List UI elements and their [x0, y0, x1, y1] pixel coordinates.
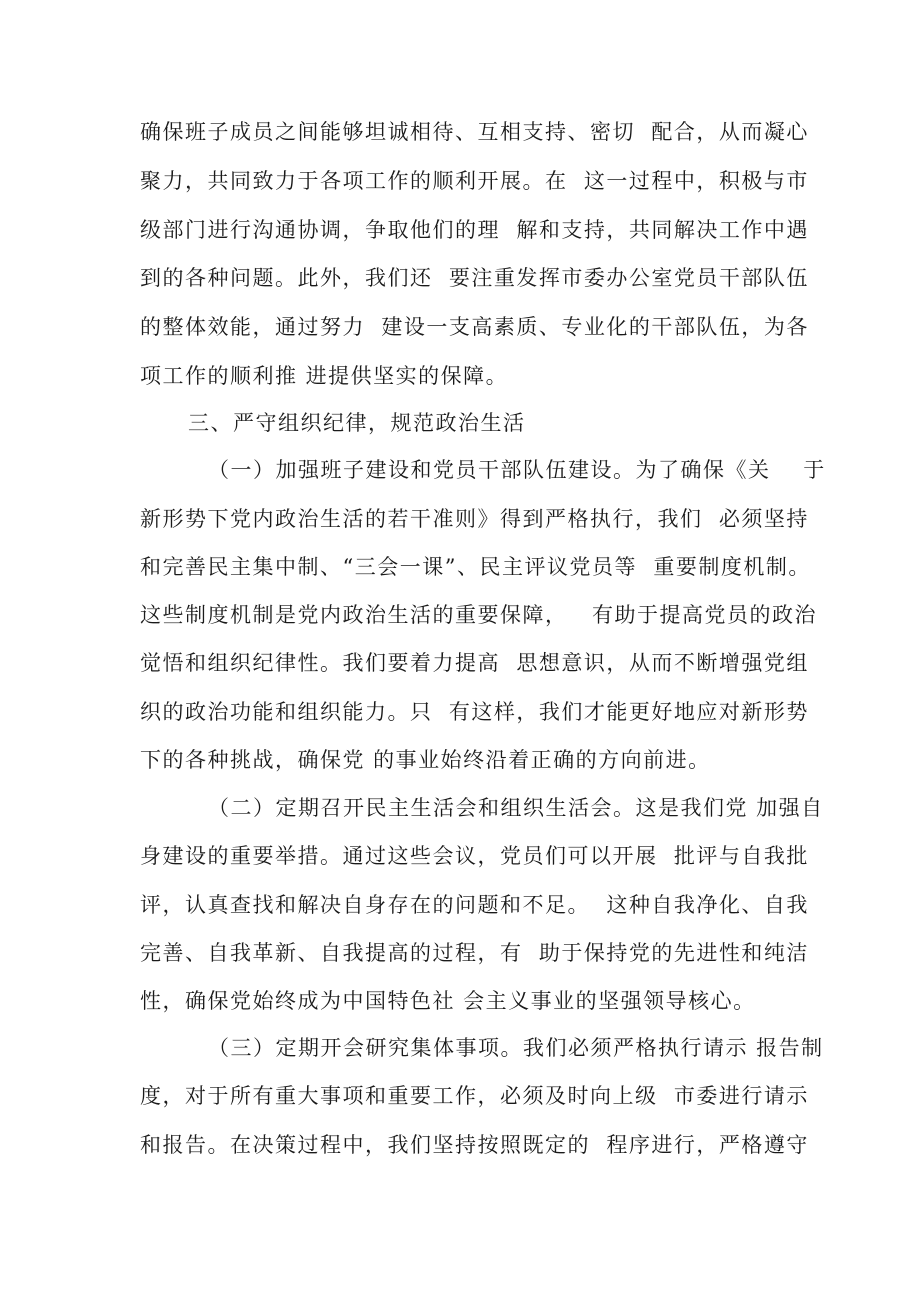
paragraph-line: 聚力，共同致力于各项工作的顺利开展。在 这一过程中，积极与市	[140, 169, 809, 193]
paragraph-line: 和报告。在决策过程中，我们坚持按照既定的 程序进行，严格遵守	[140, 1133, 809, 1157]
paragraph-line: 新形势下党内政治生活的若干准则》得到严格执行，我们 必须坚持	[140, 507, 809, 531]
paragraph-line: 这些制度机制是党内政治生活的重要保障， 有助于提高党员的政治	[140, 603, 818, 627]
paragraph-line: （二）定期召开民主生活会和组织生活会。这是我们党 加强自	[208, 796, 824, 820]
paragraph-line: 性，确保党始终成为中国特色社 会主义事业的坚强领导核心。	[140, 989, 756, 1013]
paragraph-line: 下的各种挑战，确保党 的事业始终沿着正确的方向前进。	[140, 748, 711, 772]
section-heading: 三、严守组织纪律，规范政治生活	[188, 411, 526, 435]
paragraph-line: 度，对于所有重大事项和重要工作，必须及时向上级 市委进行请示	[140, 1084, 809, 1108]
paragraph-line: 到的各种问题。此外，我们还 要注重发挥市委办公室党员干部队伍	[140, 266, 809, 290]
paragraph-line: 身建设的重要举措。通过这些会议，党员们可以开展 批评与自我批	[140, 844, 809, 868]
paragraph-line: 织的政治功能和组织能力。只 有这样，我们才能更好地应对新形势	[140, 700, 809, 724]
paragraph-line: （三）定期开会研究集体事项。我们必须严格执行请示 报告制	[208, 1036, 824, 1060]
paragraph-line: 和完善民主集中制、“三会一课”、民主评议党员等 重要制度机制。	[140, 555, 811, 579]
paragraph-line: 评，认真查找和解决自身存在的问题和不足。 这种自我净化、自我	[140, 893, 809, 917]
paragraph-line: （一）加强班子建设和党员干部队伍建设。为了确保《关 于	[208, 458, 826, 482]
paragraph-line: 觉悟和组织纪律性。我们要着力提高 思想意识，从而不断增强党组	[140, 651, 809, 675]
paragraph-line: 的整体效能，通过努力 建设一支高素质、专业化的干部队伍，为各	[140, 315, 809, 339]
paragraph-line: 项工作的顺利推 进提供坚实的保障。	[140, 364, 509, 388]
paragraph-line: 完善、自我革新、自我提高的过程，有 助于保持党的先进性和纯洁	[140, 941, 809, 965]
paragraph-line: 确保班子成员之间能够坦诚相待、互相支持、密切 配合，从而凝心	[140, 120, 809, 144]
paragraph-line: 级部门进行沟通协调，争取他们的理 解和支持，共同解决工作中遇	[140, 218, 809, 242]
